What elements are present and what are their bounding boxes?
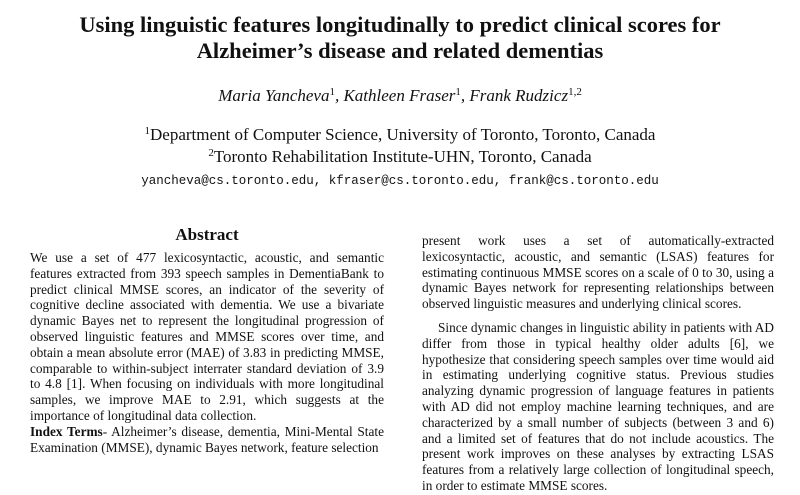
author-affil-mark: 1 xyxy=(329,86,335,98)
index-terms-label: Index Terms xyxy=(30,423,103,439)
author-affil-mark: 1 xyxy=(455,86,461,98)
index-terms-text: - Alzheimer’s disease, dementia, Mini-Mental State Examination (MMSE), dynamic Bayes network, feature selection xyxy=(30,423,384,455)
affiliation-mark: 2 xyxy=(208,147,214,159)
affiliation-text: Department of Computer Science, University of Toronto, Toronto, Canada xyxy=(150,125,656,144)
paper-title xyxy=(0,12,800,64)
author-affil-mark: 1,2 xyxy=(568,86,582,98)
author-list xyxy=(0,86,800,106)
intro-paragraph-1: present work uses a set of automatically-extracted lexicosyntactic, acoustic, and semantic (LSAS) features for estimating continuous MMSE scores on a scale of 0 to 30, using a dynamic Bayes network for representing relationships between observed linguistic measures and underlying clinical scores. xyxy=(422,233,774,312)
affiliation-text: Toronto Rehabilitation Institute-UHN, Toronto, Canada xyxy=(213,147,592,166)
title-line-1: Using linguistic features longitudinally to predict clinical scores for xyxy=(79,12,721,37)
intro-paragraph-2: Since dynamic changes in linguistic ability in patients with AD differ from those in typical healthy older adults [6], we hypothesize that considering speech samples over time would aid in estimating underlying cognitive status. Previous studies analyzing dynamic progression of language features in patients with AD did not employ machine learning techniques, and are characterized by a small number of subjects (between 3 and 6) and a limited set of features that do not include acoustics. The present work improves on these analyses by extracting LSAS features from a relatively large collection of longitudinal speech, in order to estimate MMSE scores. xyxy=(422,319,774,493)
affiliation-2 xyxy=(0,147,800,167)
author-name: Maria Yancheva xyxy=(218,86,330,105)
intro-column xyxy=(422,233,774,494)
author-name: Frank Rudzicz xyxy=(469,86,569,105)
author-name: Kathleen Fraser xyxy=(343,86,456,105)
author-separator: , xyxy=(460,86,470,105)
author-emails: yancheva@cs.toronto.edu, kfraser@cs.toronto.edu, frank@cs.toronto.edu xyxy=(141,174,659,188)
abstract-column xyxy=(30,250,384,455)
affiliation-1 xyxy=(0,125,800,145)
title-line-2: Alzheimer’s disease and related dementias xyxy=(196,38,604,63)
affiliation-mark: 1 xyxy=(144,125,151,137)
abstract-heading: Abstract xyxy=(175,225,239,244)
author-separator: , xyxy=(334,86,344,105)
abstract-text: We use a set of 477 lexicosyntactic, acoustic, and semantic features extracted from 393 speech samples in DementiaBank to predict clinical MMSE scores, an indicator of the severity of cognitive decline associated with dementia. We use a bivariate dynamic Bayes net to represent the longitudinal progression of observed linguistic features and MMSE scores over time, and obtain a mean absolute error (MAE) of 3.83 in predicting MMSE, comparable to within-subject interrater standard deviation of 3.9 to 4.8 [1]. When focusing on individuals with more longitudinal samples, we improve MAE to 2.91, which suggests at the importance of longitudinal data collection. xyxy=(30,250,384,423)
index-terms xyxy=(30,424,384,456)
